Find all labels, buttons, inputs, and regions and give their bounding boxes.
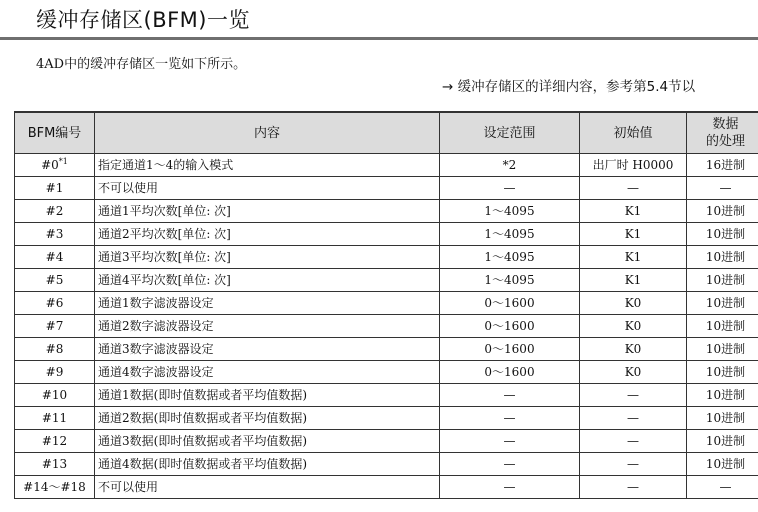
reference-note: → 缓冲存储区的详细内容，参考第5.4节以 [442,79,696,95]
cell-range: — [440,453,580,476]
bfm-number: #6 [45,296,64,310]
header-bfm: BFM编号 [15,112,95,154]
cell-bfm [15,269,95,292]
table-row [15,246,758,269]
table-header-row [15,112,758,154]
cell-range: 0～1600 [440,338,580,361]
cell-bfm [15,246,95,269]
title-divider [0,37,758,40]
cell-bfm [15,407,95,430]
cell-content: 通道1数字滤波器设定 [95,292,440,315]
table-row [15,292,758,315]
bfm-number: #7 [45,319,64,333]
header-initial: 初始值 [580,112,687,154]
cell-range: — [440,407,580,430]
cell-range: 1～4095 [440,200,580,223]
cell-initial: — [580,430,687,453]
table-row [15,200,758,223]
cell-initial: K0 [580,315,687,338]
bfm-number: #10 [41,388,68,402]
cell-range: 1～4095 [440,223,580,246]
cell-initial: K0 [580,338,687,361]
cell-content: 通道4平均次数[单位: 次] [95,269,440,292]
cell-range: — [440,430,580,453]
cell-range: 0～1600 [440,292,580,315]
cell-initial: — [580,453,687,476]
cell-range: — [440,476,580,499]
table-body [15,154,758,499]
header-processing-line1: 数据 [712,117,739,132]
table-row [15,407,758,430]
cell-range: 1～4095 [440,246,580,269]
cell-range: *2 [440,154,580,177]
table-row [15,338,758,361]
header-processing [687,112,758,154]
table-row [15,315,758,338]
table-row [15,269,758,292]
cell-processing: 10进制 [687,407,758,430]
cell-content: 通道3平均次数[单位: 次] [95,246,440,269]
cell-processing: — [687,177,758,200]
bfm-number: #2 [45,204,64,218]
bfm-number: #14～#18 [23,480,86,494]
cell-bfm [15,315,95,338]
bfm-number: #1 [45,181,64,195]
header-range: 设定范围 [440,112,580,154]
cell-content: 通道3数字滤波器设定 [95,338,440,361]
cell-initial: — [580,384,687,407]
intro-text: 4AD中的缓冲存储区一览如下所示。 [36,57,247,72]
cell-processing: 10进制 [687,338,758,361]
cell-initial: K0 [580,361,687,384]
cell-processing: 10进制 [687,361,758,384]
cell-bfm [15,384,95,407]
bfm-number: #11 [41,411,68,425]
cell-content: 通道3数据(即时值数据或者平均值数据) [95,430,440,453]
cell-processing: — [687,476,758,499]
cell-initial: K0 [580,292,687,315]
cell-content: 通道1平均次数[单位: 次] [95,200,440,223]
table-row [15,361,758,384]
bfm-number: #13 [41,457,68,471]
cell-bfm [15,453,95,476]
cell-initial: K1 [580,246,687,269]
cell-initial: K1 [580,269,687,292]
cell-bfm [15,338,95,361]
header-processing-line2: 的处理 [705,134,745,149]
bfm-number: #8 [45,342,64,356]
table-row [15,453,758,476]
cell-bfm [15,292,95,315]
cell-processing: 10进制 [687,223,758,246]
footnote-mark: *1 [58,157,68,166]
cell-bfm [15,430,95,453]
table-row [15,384,758,407]
cell-initial: — [580,407,687,430]
cell-content: 通道4数字滤波器设定 [95,361,440,384]
cell-processing: 10进制 [687,453,758,476]
cell-bfm [15,361,95,384]
cell-initial: 出厂时 H0000 [580,154,687,177]
cell-content: 通道2平均次数[单位: 次] [95,223,440,246]
cell-bfm [15,177,95,200]
cell-content: 不可以使用 [95,476,440,499]
cell-processing: 10进制 [687,430,758,453]
table-row [15,430,758,453]
bfm-number: #5 [45,273,64,287]
header-content: 内容 [95,112,440,154]
bfm-number: #12 [41,434,68,448]
bfm-number: #3 [45,227,64,241]
cell-processing: 10进制 [687,200,758,223]
cell-content: 通道1数据(即时值数据或者平均值数据) [95,384,440,407]
cell-processing: 16进制 [687,154,758,177]
cell-range: 0～1600 [440,315,580,338]
table-row [15,476,758,499]
cell-content: 通道2数据(即时值数据或者平均值数据) [95,407,440,430]
page-title: 缓冲存储区(BFM)一览 [36,8,250,32]
bfm-number: #4 [45,250,64,264]
cell-range: 1～4095 [440,269,580,292]
cell-processing: 10进制 [687,384,758,407]
cell-initial: K1 [580,200,687,223]
bfm-table [14,111,758,499]
cell-initial: K1 [580,223,687,246]
cell-initial: — [580,476,687,499]
cell-range: 0～1600 [440,361,580,384]
cell-bfm [15,223,95,246]
cell-bfm [15,200,95,223]
cell-content: 不可以使用 [95,177,440,200]
cell-content: 通道4数据(即时值数据或者平均值数据) [95,453,440,476]
table-row [15,223,758,246]
cell-initial: — [580,177,687,200]
table-row [15,154,758,177]
bfm-number: #0 [41,158,59,172]
cell-processing: 10进制 [687,269,758,292]
cell-bfm [15,154,95,177]
cell-processing: 10进制 [687,292,758,315]
cell-bfm [15,476,95,499]
cell-content: 通道2数字滤波器设定 [95,315,440,338]
cell-processing: 10进制 [687,246,758,269]
cell-range: — [440,177,580,200]
bfm-number: #9 [45,365,64,379]
cell-range: — [440,384,580,407]
cell-content: 指定通道1～4的输入模式 [95,154,440,177]
cell-processing: 10进制 [687,315,758,338]
table-row [15,177,758,200]
